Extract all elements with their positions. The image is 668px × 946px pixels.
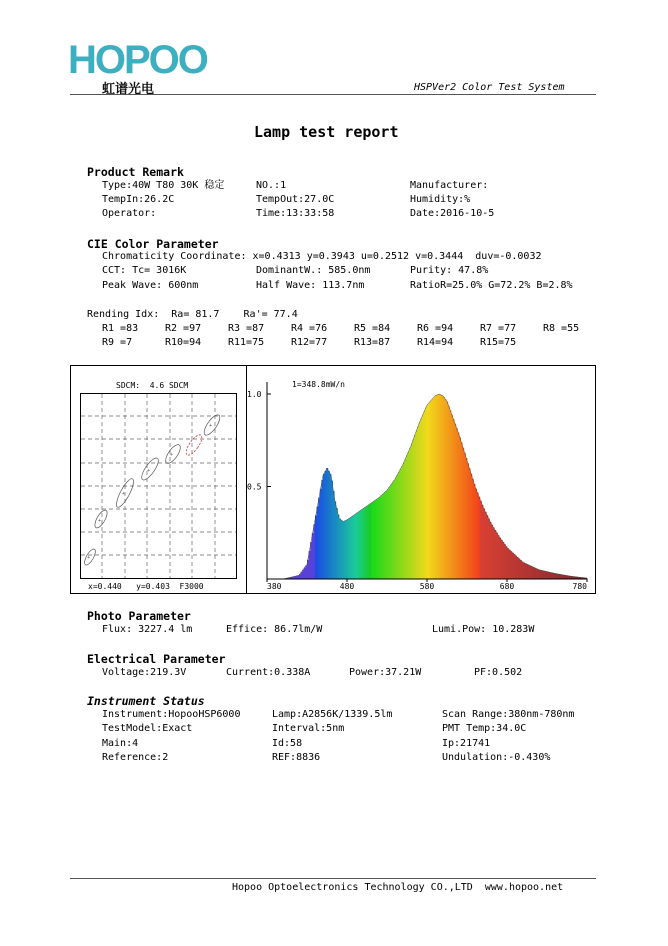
rendering-value-1: R1 =83 xyxy=(102,323,139,334)
header-rule xyxy=(70,94,596,95)
rendering-value-13: R13=87 xyxy=(354,337,391,348)
cie-ratio: RatioR=25.0% G=72.2% B=2.8% xyxy=(410,280,573,291)
rendering-value-11: R11=75 xyxy=(228,337,265,348)
product-type: Type:40W T80 30K 稳定 xyxy=(102,180,225,191)
electrical-heading: Electrical Parameter xyxy=(87,652,226,666)
spectrum-area xyxy=(283,394,587,579)
instrument-heading: Instrument Status xyxy=(87,694,205,708)
sdcm-plot xyxy=(80,393,237,579)
y-tick-label: 1.0 xyxy=(247,390,262,399)
company-logo-cn: 虹谱光电 xyxy=(102,82,155,97)
x-tick-label: 680 xyxy=(499,582,515,591)
instrument-scan: Scan Range:380nm-780nm xyxy=(442,709,575,720)
x-tick-label: 380 xyxy=(267,582,282,591)
footer-company: Hopoo Optoelectronics Technology CO.,LTD www.hopoo.net xyxy=(232,882,564,893)
product-time: Time:13:33:58 xyxy=(256,208,335,219)
rendering-value-10: R10=94 xyxy=(165,337,202,348)
cie-heading: CIE Color Parameter xyxy=(87,237,219,251)
product-date: Date:2016-10-5 xyxy=(410,208,495,219)
macadam-ellipse-3000-active xyxy=(183,433,204,458)
product-manufacturer: Manufacturer: xyxy=(410,180,489,191)
product-heading: Product Remark xyxy=(87,165,184,179)
product-operator: Operator: xyxy=(102,208,157,219)
y-tick-label: 0.5 xyxy=(247,482,262,492)
instrument-model: TestModel:Exact xyxy=(102,723,193,734)
footer-rule xyxy=(70,878,596,879)
instrument-undulation: Undulation:-0.430% xyxy=(442,752,551,763)
photo-lumi-pow: Lumi.Pow: 10.283W xyxy=(432,624,535,635)
rendering-value-15: R15=75 xyxy=(480,337,517,348)
svg-text:+: + xyxy=(170,452,174,458)
instrument-pmt: PMT Temp:34.0C xyxy=(442,723,527,734)
electrical-pf: PF:0.502 xyxy=(474,667,523,678)
instrument-lamp: Lamp:A2856K/1339.5lm xyxy=(272,709,393,720)
photo-efficacy: Effice: 86.7lm/W xyxy=(226,624,323,635)
cie-purity: Purity: 47.8% xyxy=(410,265,489,276)
cie-chromaticity: Chromaticity Coordinate: x=0.4313 y=0.3943 u=0.2512 v=0.3444 duv=-0.0032 xyxy=(102,251,542,262)
product-humidity: Humidity:% xyxy=(410,194,471,205)
rendering-value-9: R9 =7 xyxy=(102,337,133,348)
sdcm-coords: x=0.440 y=0.403 F3000 xyxy=(88,582,204,591)
svg-text:+: + xyxy=(122,491,126,497)
instrument-main: Main:4 xyxy=(102,738,139,749)
rendering-value-7: R7 =77 xyxy=(480,323,517,334)
rendering-value-5: R5 =84 xyxy=(354,323,391,334)
spectrum-chart xyxy=(246,366,595,593)
sdcm-title: SDCM: 4.6 SDCM xyxy=(116,381,189,390)
instrument-id: Id:58 xyxy=(272,738,303,749)
rendering-value-8: R8 =55 xyxy=(543,323,580,334)
rendering-value-6: R6 =94 xyxy=(417,323,454,334)
product-temp-out: TempOut:27.0C xyxy=(256,194,335,205)
electrical-voltage: Voltage:219.3V xyxy=(102,667,187,678)
instrument-ref: REF:8836 xyxy=(272,752,321,763)
spectrum-scale: 1=348.8mW/n xyxy=(292,380,345,389)
cie-cct: CCT: Tc= 3016K xyxy=(102,265,187,276)
cie-dominant: DominantW.: 585.0nm xyxy=(256,265,371,276)
x-tick-label: 580 xyxy=(419,582,435,591)
electrical-power: Power:37.21W xyxy=(349,667,422,678)
electrical-current: Current:0.338A xyxy=(226,667,311,678)
svg-text:+: + xyxy=(209,423,213,429)
page-title: Lamp test report xyxy=(254,123,399,141)
x-tick-label: 480 xyxy=(339,582,355,591)
rendering-value-14: R14=94 xyxy=(417,337,454,348)
cie-half: Half Wave: 113.7nm xyxy=(256,280,365,291)
rendering-value-4: R4 =76 xyxy=(291,323,328,334)
instrument-reference: Reference:2 xyxy=(102,752,169,763)
svg-text:+: + xyxy=(98,518,102,524)
rendering-value-3: R3 =87 xyxy=(228,323,265,334)
product-temp-in: TempIn:26.2C xyxy=(102,194,175,205)
rendering-index: Rending Idx: Ra= 81.7 Ra'= 77.4 xyxy=(87,309,298,320)
svg-text:+: + xyxy=(87,555,91,561)
instrument-ip: Ip:21741 xyxy=(442,738,491,749)
photo-flux: Flux: 3227.4 lm xyxy=(102,624,193,635)
x-tick-label: 780 xyxy=(572,582,587,591)
svg-text:+: + xyxy=(147,468,151,474)
rendering-value-2: R2 =97 xyxy=(165,323,202,334)
company-logo: HOPOO xyxy=(68,38,207,82)
instrument-name: Instrument:HopooHSP6000 xyxy=(102,709,241,720)
cie-peak: Peak Wave: 600nm xyxy=(102,280,199,291)
system-name: HSPVer2 Color Test System xyxy=(414,82,565,93)
photo-heading: Photo Parameter xyxy=(87,609,191,623)
rendering-value-12: R12=77 xyxy=(291,337,328,348)
instrument-interval: Interval:5nm xyxy=(272,723,345,734)
product-no: NO.:1 xyxy=(256,180,287,191)
